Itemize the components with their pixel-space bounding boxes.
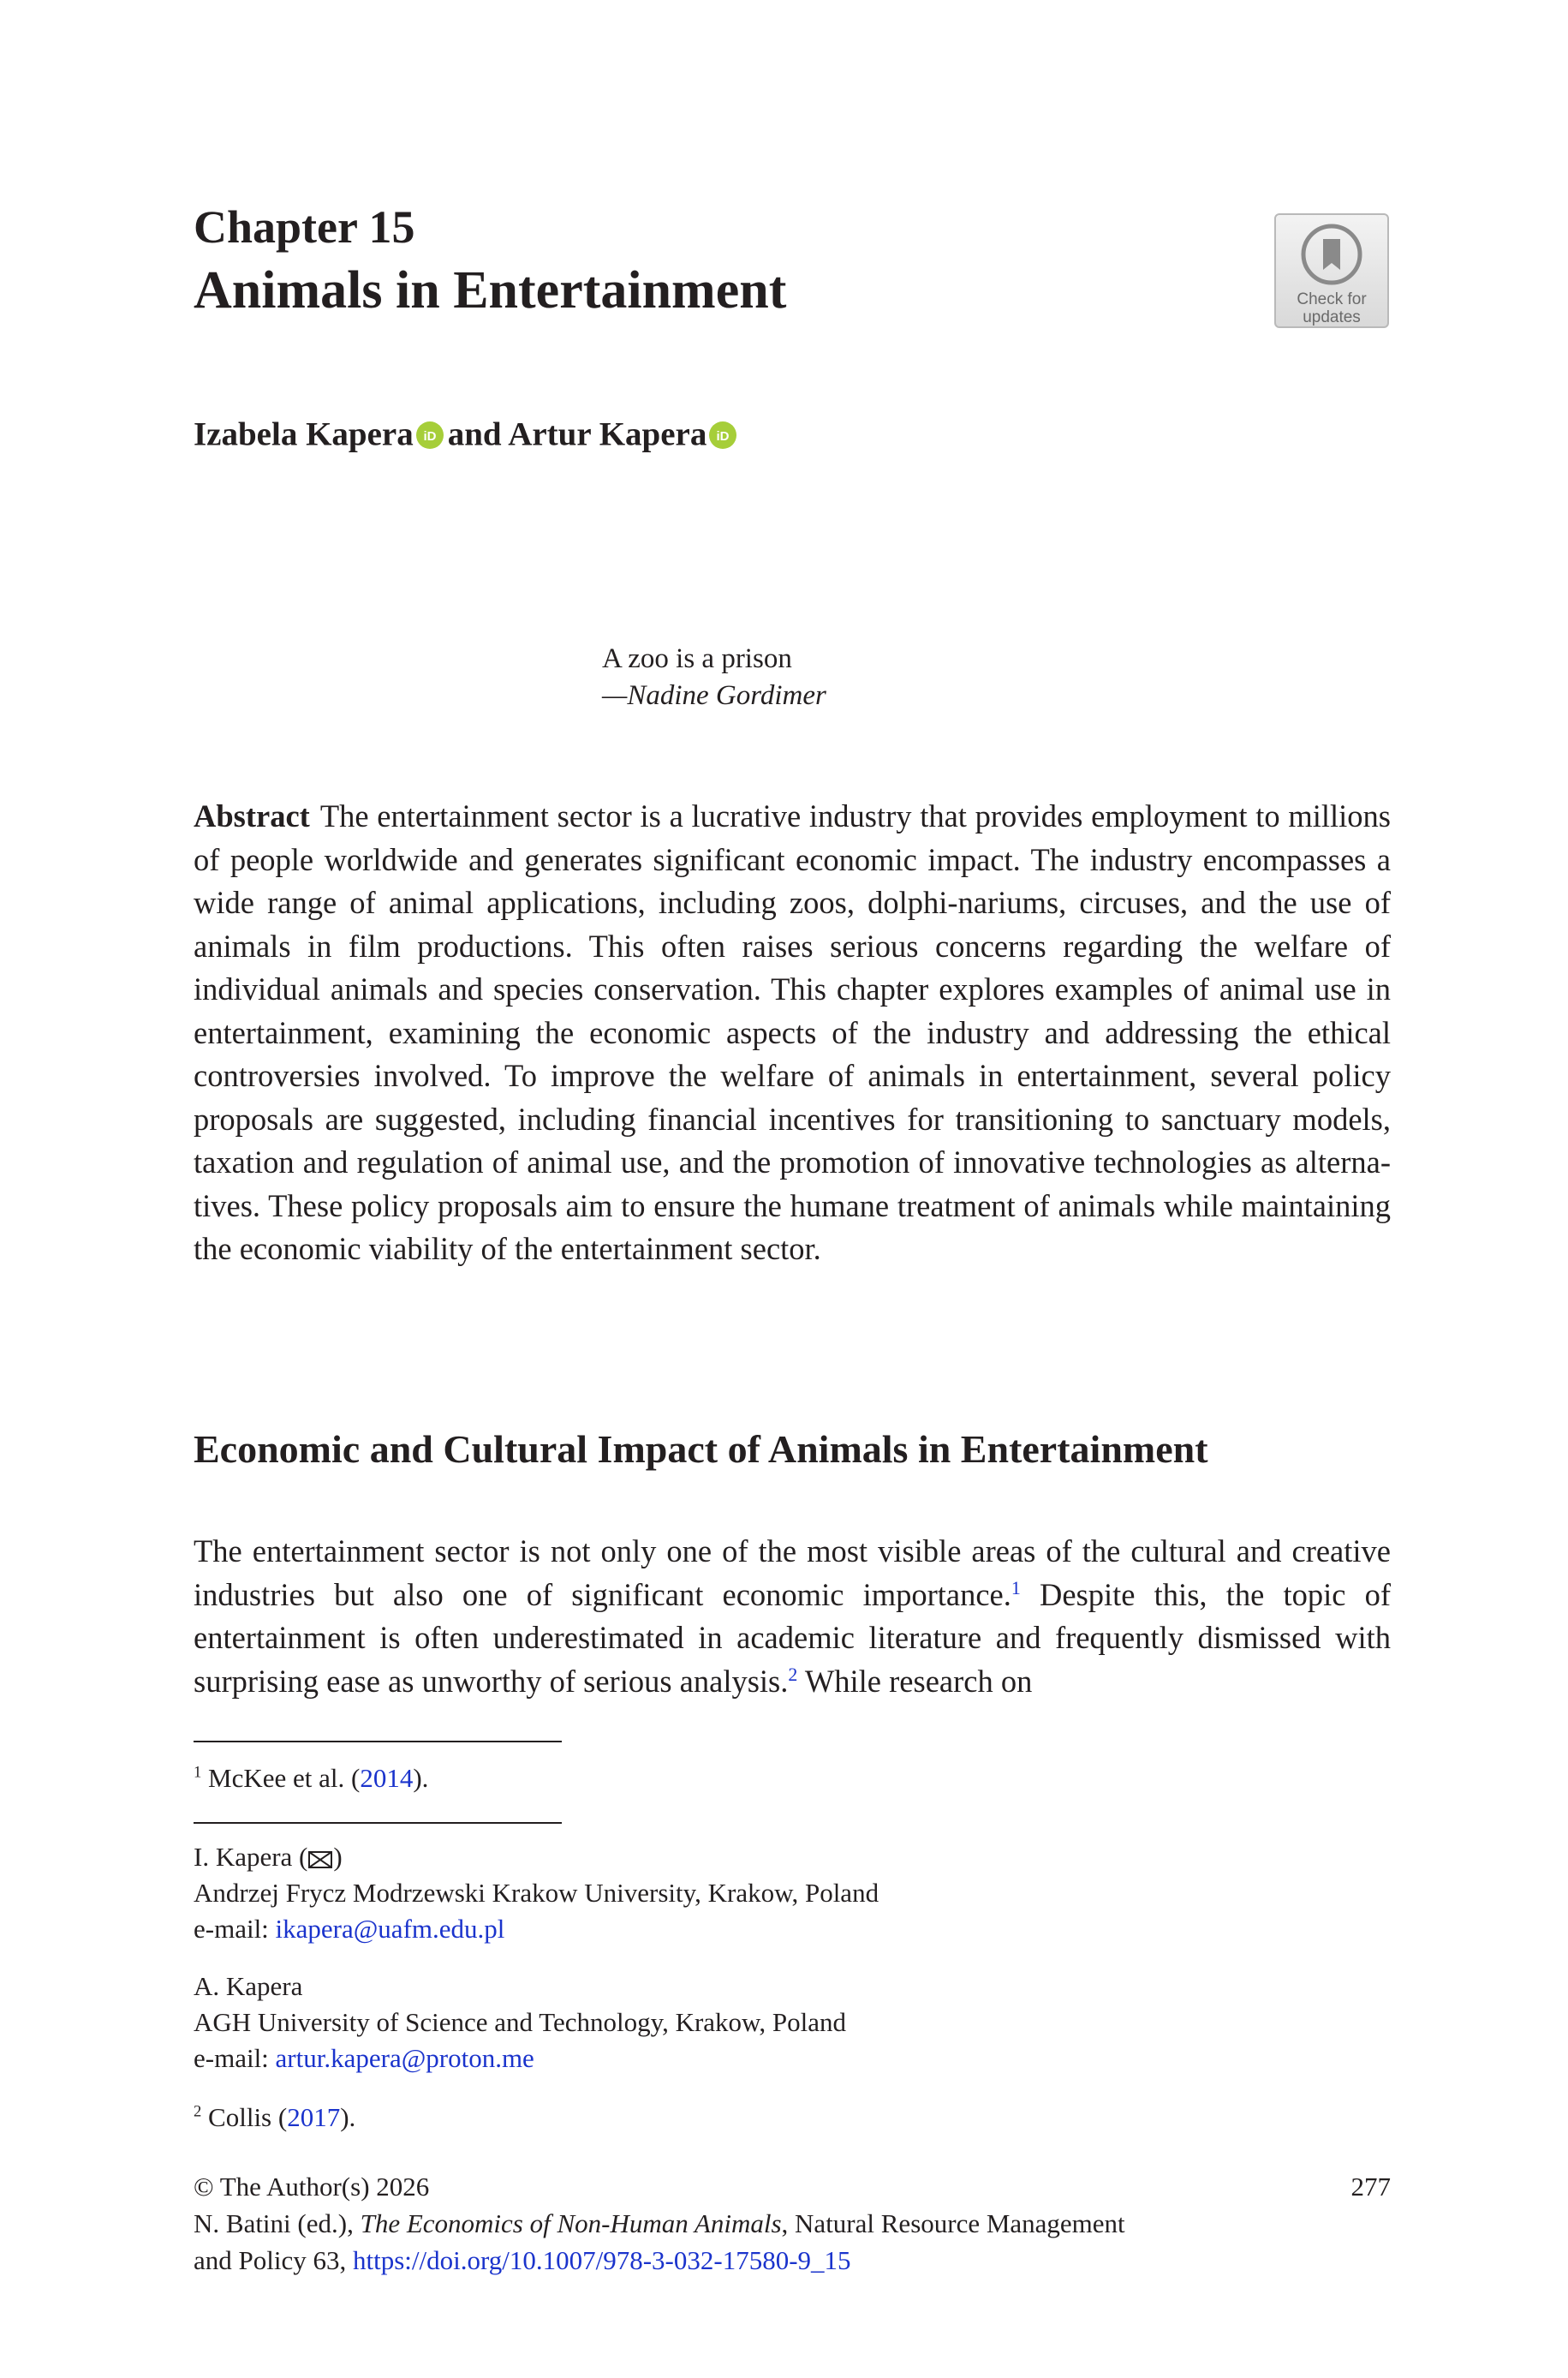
doi-link[interactable]: https://doi.org/10.1007/978-3-032-17580-9_15 [353,2245,851,2275]
citation-volume: and Policy 63, [194,2245,353,2275]
envelope-icon [307,1849,333,1870]
footnote-1-number: 1 [194,1763,202,1782]
affiliation-1 [194,1839,879,1947]
affiliation-divider [194,1822,562,1824]
body-paragraph [194,1530,1391,1703]
abstract [194,795,1391,1271]
affiliation-1-name-end: ) [333,1842,343,1872]
citation-editor: N. Batini (ed.), [194,2208,361,2238]
badge-line-1: Check for [1297,290,1367,308]
chapter-title: Animals in Entertainment [194,261,787,320]
svg-text:iD: iD [716,429,730,445]
footnote-2-end: ). [340,2102,356,2132]
author-2: and Artur Kapera [447,415,707,453]
check-for-updates-badge[interactable] [1274,213,1389,328]
body-text-1: The entertainment sector is not only one of the most visible areas of the cultural and creative industries but also one of significant economic importance. [194,1533,1391,1612]
affiliation-2-name: A. Kapera [194,1971,303,2001]
affiliation-2-institution: AGH University of Science and Technology, Krakow, Poland [194,2007,847,2037]
affiliation-2-email-link[interactable]: artur.kapera@proton.me [275,2043,534,2073]
footnote-1-text: McKee et al. ( [201,1763,361,1793]
badge-line-2: updates [1303,308,1361,326]
bookmark-icon [1301,224,1362,285]
affiliation-1-institution: Andrzej Frycz Modrzewski Krakow University, Krakow, Poland [194,1878,879,1908]
footnote-2-text: Collis ( [201,2102,288,2132]
footnote-1-end: ). [413,1763,429,1793]
orcid-icon[interactable] [415,421,444,450]
affiliation-2 [194,1969,846,2076]
footnote-1-year-link[interactable]: 2014 [360,1763,414,1793]
citation-book-title: The Economics of Non-Human Animals [360,2208,782,2238]
section-heading: Economic and Cultural Impact of Animals in Entertainment [194,1427,1208,1471]
footnote-2 [194,2100,355,2136]
footnote-ref-2[interactable]: 2 [788,1663,798,1685]
chapter-label: Chapter 15 [194,201,415,253]
abstract-label: Abstract [194,798,310,833]
publication-info [194,2168,1391,2279]
footnote-2-number: 2 [194,2102,202,2121]
page-number: 277 [1350,2172,1391,2202]
orcid-icon[interactable] [708,421,737,450]
svg-text:iD: iD [423,429,437,445]
epigraph-quote: A zoo is a prison [602,643,792,674]
footnote-2-year-link[interactable]: 2017 [287,2102,341,2132]
copyright: © The Author(s) 2026 [194,2172,430,2202]
footnote-ref-1[interactable]: 1 [1011,1576,1021,1598]
footnote-divider [194,1741,562,1742]
affiliation-1-name: I. Kapera ( [194,1842,308,1872]
body-text-3: While research on [797,1663,1033,1699]
epigraph-attribution: —Nadine Gordimer [602,679,826,711]
epigraph [602,641,826,714]
abstract-text: The entertainment sector is a lucrative industry that provides employment to millions of people worldwide and generates significant economic impact. The industry encompasses a wide range of animal applications, including zoos, dolphi-nariums, circuses, and the use of animals in film productions. This often raises serious concerns regarding the welfare of individual animals and species conservation. This chapter explores examples of animal use in entertainment, examining the economic aspects of the industry and addressing the ethical controversies involved. To improve the welfare of animals in entertainment, several policy proposals are suggested, including financial incentives for transitioning to sanctuary models, taxation and regulation of animal use, and the promotion of innovative technologies as alterna-tives. These policy proposals aim to ensure the humane treatment of animals while maintaining the economic viability of the entertainment sector. [194,798,1391,1266]
footnote-1 [194,1760,428,1796]
author-1: Izabela Kapera [194,415,414,453]
affiliation-1-email-label: e-mail: [194,1914,276,1944]
affiliation-2-email-label: e-mail: [194,2043,276,2073]
citation-series: , Natural Resource Management [781,2208,1125,2238]
body-text-2: Despite this, the topic of entertainment is often underestimated in academic literature and frequently dismissed with surprising ease as unworthy of serious analysis. [194,1576,1391,1699]
affiliation-1-email-link[interactable]: ikapera@uafm.edu.pl [275,1914,505,1944]
author-list [194,413,741,455]
